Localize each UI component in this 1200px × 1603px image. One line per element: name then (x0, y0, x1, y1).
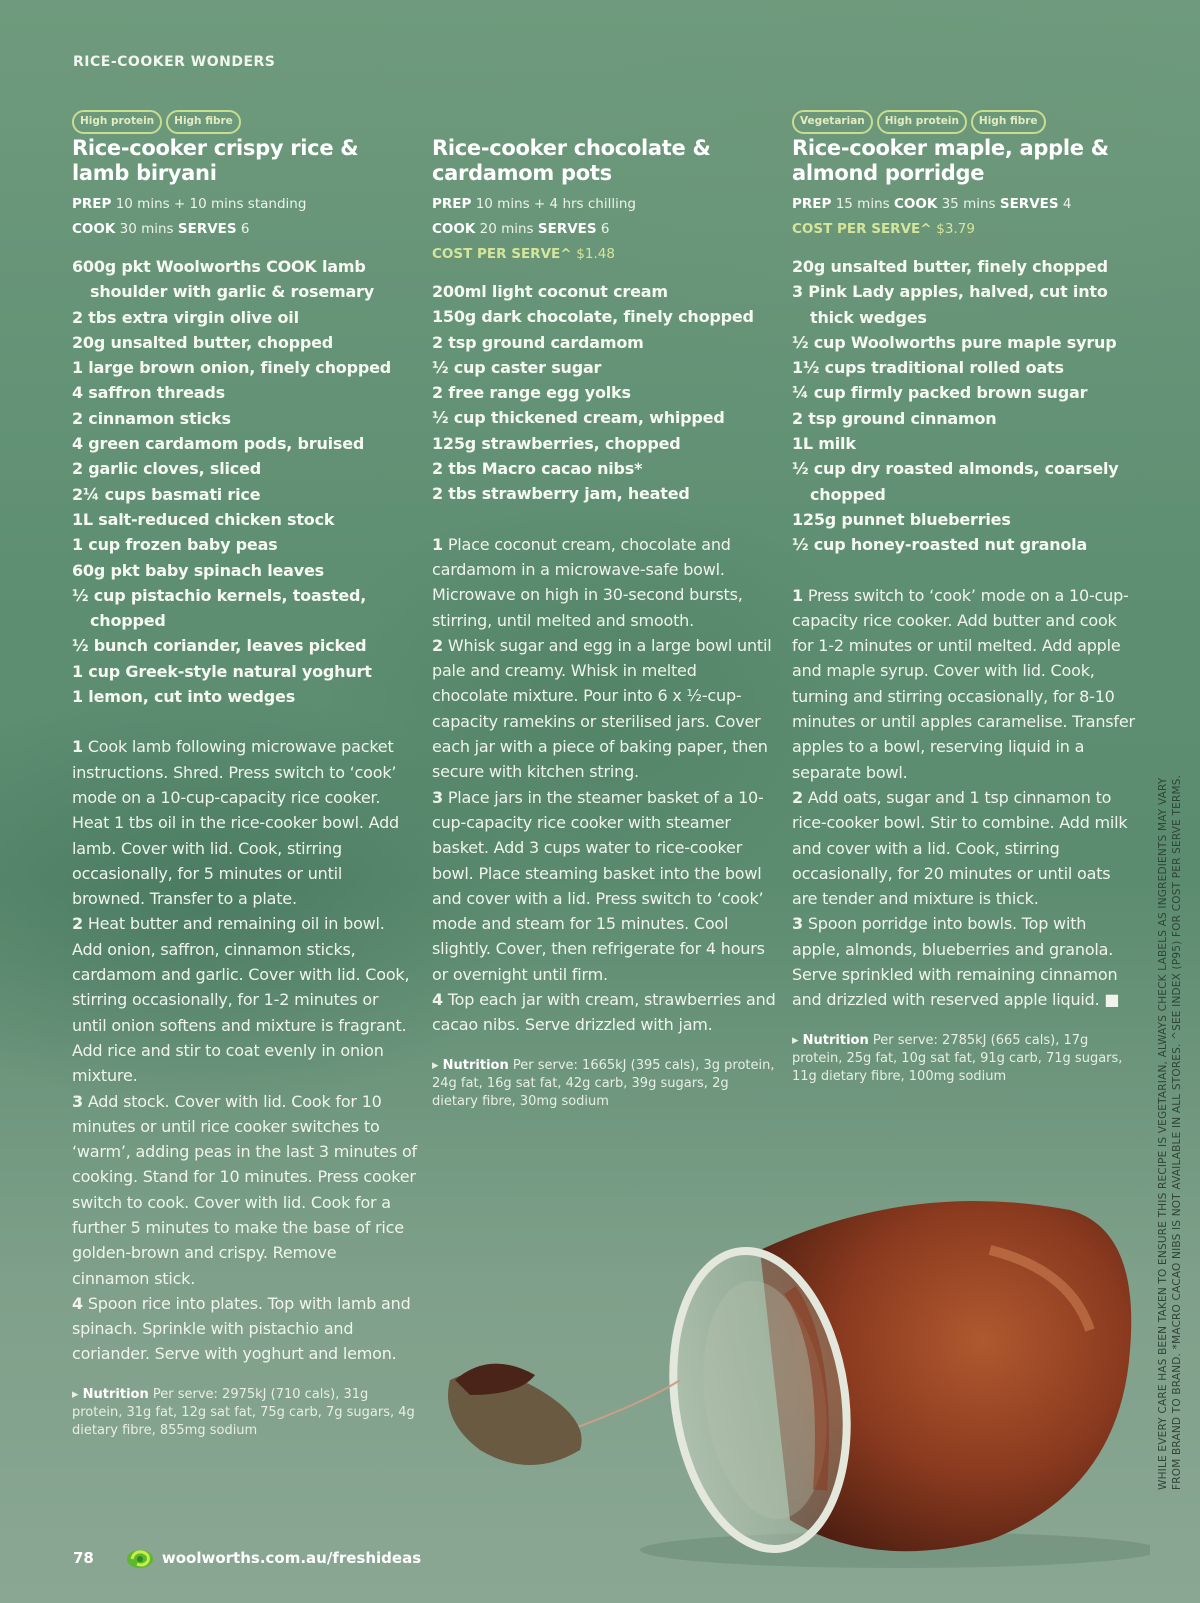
disclaimer: WHILE EVERY CARE HAS BEEN TAKEN TO ENSURE THIS RECIPE IS VEGETARIAN, ALWAYS CHECK LABELS AS INGREDIENTS MAY VARY FROM BRAND TO BRAND. *MACRO CACAO NIBS IS NOT AVAILABLE IN ALL STORES. ^SEE INDEX (P95) FOR COST PER SERVE TERMS. (1157, 774, 1183, 1490)
ingredient: 1 cup Greek-style natural yoghurt (72, 661, 372, 681)
method (72, 734, 417, 1366)
ingredient: 2 tbs Macro cacao nibs* (432, 459, 643, 479)
nutrition-info: ▸ Nutrition Per serve: 2785kJ (665 cals), 17g protein, 25g fat, 10g sat fat, 91g carb, 71g sugars, 11g dietary fibre, 100mg sodium (792, 1032, 1123, 1084)
recipe-title: Rice-cooker maple, apple & almond porridge (792, 136, 1109, 185)
ingredient: 125g strawberries, chopped (432, 433, 681, 453)
triangle-icon: ▸ (792, 1032, 799, 1048)
ingredient-list (432, 279, 777, 507)
ingredient: 2 tsp ground cardamom (432, 332, 644, 352)
method-step: 4 Top each jar with cream, strawberries and cacao nibs. Serve drizzled with jam. (432, 990, 776, 1035)
ingredient-list (792, 254, 1137, 558)
brand-link[interactable] (126, 1547, 421, 1569)
ingredient: 600g pkt Woolworths COOK lamb shoulder with garlic & rosemary (72, 257, 374, 302)
jar-photo (430, 1190, 1150, 1570)
ingredient: 1L salt-reduced chicken stock (72, 509, 335, 529)
ingredient: 150g dark chocolate, finely chopped (432, 307, 754, 327)
ingredient: 3 Pink Lady apples, halved, cut into thick wedges (792, 282, 1108, 327)
method (792, 583, 1137, 1013)
ingredient: ½ cup caster sugar (432, 357, 602, 377)
ingredient: 2¼ cups basmati rice (72, 484, 261, 504)
ingredient: 60g pkt baby spinach leaves (72, 560, 324, 580)
tag-high-protein: High protein (72, 110, 162, 134)
nutrition-info: ▸ Nutrition Per serve: 1665kJ (395 cals), 3g protein, 24g fat, 16g sat fat, 42g carb, 39g sugars, 2g dietary fibre, 30mg sodium (432, 1057, 775, 1109)
ingredient-list (72, 254, 417, 709)
ingredient: 20g unsalted butter, finely chopped (792, 257, 1108, 276)
recipe-meta: PREP 10 mins + 4 hrs chilling COOK 20 mins SERVES 6 COST PER SERVE^ $1.48 (432, 192, 777, 267)
cost-per-serve: COST PER SERVE^ $1.48 (432, 246, 615, 262)
ingredient: 1 lemon, cut into wedges (72, 687, 296, 707)
ingredient: ¼ cup firmly packed brown sugar (792, 383, 1088, 403)
ingredient: 2 tbs strawberry jam, heated (432, 484, 690, 504)
method-step: 1 Press switch to ‘cook’ mode on a 10-cup-capacity rice cooker. Add butter and cook for 1-2 minutes or until melted. Add apple and maple syrup. Cover with lid. Cook, turning and stirring occasionally, for 8-10 minutes or until apples caramelise. Transfer apples to a bowl, reserving liquid in a separate bowl. (792, 585, 1135, 782)
recipe-meta: PREP 10 mins + 10 mins standing COOK 30 mins SERVES 6 (72, 196, 307, 237)
ingredient: ½ cup Woolworths pure maple syrup (792, 332, 1117, 352)
ingredient: 2 free range egg yolks (432, 383, 631, 403)
cost-per-serve: COST PER SERVE^ $3.79 (792, 221, 975, 237)
website-url: woolworths.com.au/freshideas (161, 1549, 422, 1567)
page-number: 78 (73, 1549, 94, 1567)
method-step: 1 Cook lamb following microwave packet instructions. Shred. Press switch to ‘cook’ mode on a 10-cup-capacity rice cooker. Heat 1 tbs oil in the rice-cooker bowl. Add lamb. Cover with lid. Cook, stirring occasionally, for 5 minutes or until browned. Transfer to a plate. (72, 737, 399, 909)
ingredient: ½ cup pistachio kernels, toasted, chopped (72, 585, 367, 631)
method-step: 3 Place jars in the steamer basket of a 10-cup-capacity rice cooker with steamer basket. Add 3 cups water to rice-cooker bowl. Place steaming basket into the bowl and cover with a lid. Press switch to ‘cook’ mode and steam for 15 minutes. Cool slightly. Cover, then refrigerate for 4 hours or overnight until firm. (432, 787, 765, 984)
page-footer (73, 1547, 421, 1569)
method-step: 2 Heat butter and remaining oil in bowl. Add onion, saffron, cinnamon sticks, cardamom and garlic. Cover with lid. Cook, stirring occasionally, for 1-2 minutes or until onion softens and mixture is fragrant. Add rice and stir to coat evenly in onion mixture. (72, 914, 410, 1086)
method-step: 4 Spoon rice into plates. Top with lamb and spinach. Sprinkle with pistachio and coriander. Serve with yoghurt and lemon. (72, 1293, 411, 1364)
woolworths-logo-icon (126, 1547, 154, 1569)
recipe-title: Rice-cooker crispy rice & lamb biryani (72, 136, 359, 185)
tag-vegetarian: Vegetarian (792, 110, 873, 134)
ingredient: 2 garlic cloves, sliced (72, 459, 261, 479)
method-step: 2 Whisk sugar and egg in a large bowl until pale and creamy. Whisk in melted chocolate mixture. Pour into 6 x ½-cup-capacity ramekins or sterilised jars. Cover each jar with a piece of baking paper, then secure with kitchen string. (432, 635, 772, 782)
method-step: 2 Add oats, sugar and 1 tsp cinnamon to rice-cooker bowl. Stir to combine. Add milk and cover with a lid. Cook, stirring occasionally, for 20 minutes or until oats are tender and mixture is thick. (792, 787, 1128, 909)
method-step: 3 Spoon porridge into bowls. Top with apple, almonds, blueberries and granola. Serve sprinkled with remaining cinnamon and drizzled with reserved apple liquid. ■ (792, 914, 1120, 1010)
ingredient: 20g unsalted butter, chopped (72, 332, 334, 352)
recipe-title: Rice-cooker chocolate & cardamom pots (432, 136, 711, 185)
ingredient: 125g punnet blueberries (792, 509, 1011, 529)
tag-high-fibre: High fibre (971, 110, 1046, 134)
tag-high-protein: High protein (877, 110, 967, 134)
diet-tags (792, 110, 1137, 134)
nutrition-info: ▸ Nutrition Per serve: 2975kJ (710 cals), 31g protein, 31g fat, 12g sat fat, 75g carb, 7g sugars, 4g dietary fibre, 855mg sodium (72, 1386, 415, 1438)
section-label: RICE-COOKER WONDERS (73, 54, 276, 70)
recipe-column-chocolate-pots (432, 110, 777, 1111)
method-step: 1 Place coconut cream, chocolate and cardamom in a microwave-safe bowl. Microwave on high in 30-second bursts, stirring, until melted and smooth. (432, 534, 743, 630)
ingredient: 4 saffron threads (72, 383, 225, 403)
ingredient: ½ bunch coriander, leaves picked (72, 636, 367, 656)
triangle-icon: ▸ (432, 1057, 439, 1073)
ingredient: ½ cup honey-roasted nut granola (792, 535, 1088, 555)
diet-tags (72, 110, 417, 134)
ingredient: 1 large brown onion, finely chopped (72, 358, 391, 378)
ingredient: 1½ cups traditional rolled oats (792, 358, 1064, 378)
tag-high-fibre: High fibre (166, 110, 241, 134)
diet-tags (432, 110, 777, 134)
ingredient: 2 cinnamon sticks (72, 408, 231, 428)
method-step: 3 Add stock. Cover with lid. Cook for 10 minutes or until rice cooker switches to ‘warm’, adding peas in the last 3 minutes of cooking. Stand for 10 minutes. Press cooker switch to cook. Cover with lid. Cook for a further 5 minutes to make the base of rice golden-brown and crispy. Remove cinnamon stick. (72, 1091, 417, 1288)
ingredient: 200ml light coconut cream (432, 282, 668, 301)
ingredient: 1L milk (792, 434, 856, 454)
ingredient: 2 tsp ground cinnamon (792, 408, 997, 428)
ingredient: ½ cup thickened cream, whipped (432, 408, 725, 428)
recipe-column-porridge (792, 110, 1137, 1086)
triangle-icon: ▸ (72, 1386, 79, 1402)
recipe-meta: PREP 15 mins COOK 35 mins SERVES 4 COST PER SERVE^ $3.79 (792, 192, 1137, 242)
ingredient: ½ cup dry roasted almonds, coarsely chopped (792, 459, 1119, 504)
method (432, 532, 777, 1038)
ingredient: 2 tbs extra virgin olive oil (72, 307, 299, 327)
recipe-column-biryani (72, 110, 417, 1440)
ingredient: 4 green cardamom pods, bruised (72, 434, 365, 454)
ingredient: 1 cup frozen baby peas (72, 535, 278, 555)
